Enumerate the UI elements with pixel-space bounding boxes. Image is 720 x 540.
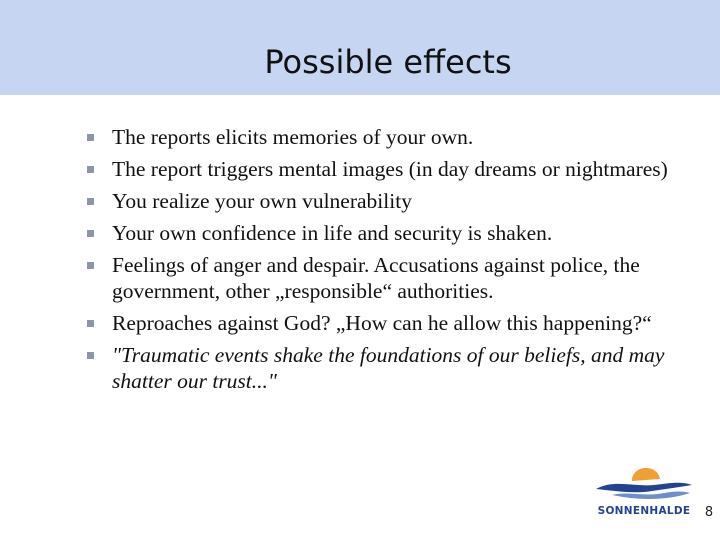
bullet-text: Reproaches against God? „How can he allow this happening?“ — [112, 311, 652, 335]
bullet-item — [84, 124, 684, 150]
bullet-item — [84, 220, 684, 246]
bullet-text: "Traumatic events shake the foundations of our beliefs, and may shatter our trust..." — [112, 343, 665, 393]
logo-wave-icon — [612, 492, 690, 500]
bullet-item-quote — [84, 342, 684, 394]
bullet-marker-icon — [87, 230, 94, 237]
bullet-marker-icon — [87, 166, 94, 173]
logo-wave-icon — [596, 483, 692, 493]
bullet-marker-icon — [87, 352, 94, 359]
bullet-marker-icon — [87, 320, 94, 327]
bullet-marker-icon — [87, 134, 94, 141]
bullet-text: Feelings of anger and despair. Accusations against police, the government, other „responsible“ authorities. — [112, 253, 640, 303]
bullet-text: The report triggers mental images (in day dreams or nightmares) — [112, 157, 668, 181]
bullet-item — [84, 252, 684, 304]
bullet-item — [84, 188, 684, 214]
bullet-marker-icon — [87, 262, 94, 269]
slide-title: Possible effects — [264, 43, 512, 81]
bullet-marker-icon — [87, 198, 94, 205]
bullet-text: You realize your own vulnerability — [112, 189, 412, 213]
bullet-text: The reports elicits memories of your own. — [112, 125, 474, 149]
logo-text: SONNENHALDE — [597, 505, 691, 517]
bullet-item — [84, 310, 684, 336]
page-number: 8 — [704, 505, 714, 520]
bullet-text: Your own confidence in life and security is shaken. — [112, 221, 553, 245]
bullet-item — [84, 156, 684, 182]
logo-sun-icon — [632, 468, 660, 481]
bullet-list — [84, 124, 684, 400]
sonnenhalde-logo — [594, 463, 694, 521]
